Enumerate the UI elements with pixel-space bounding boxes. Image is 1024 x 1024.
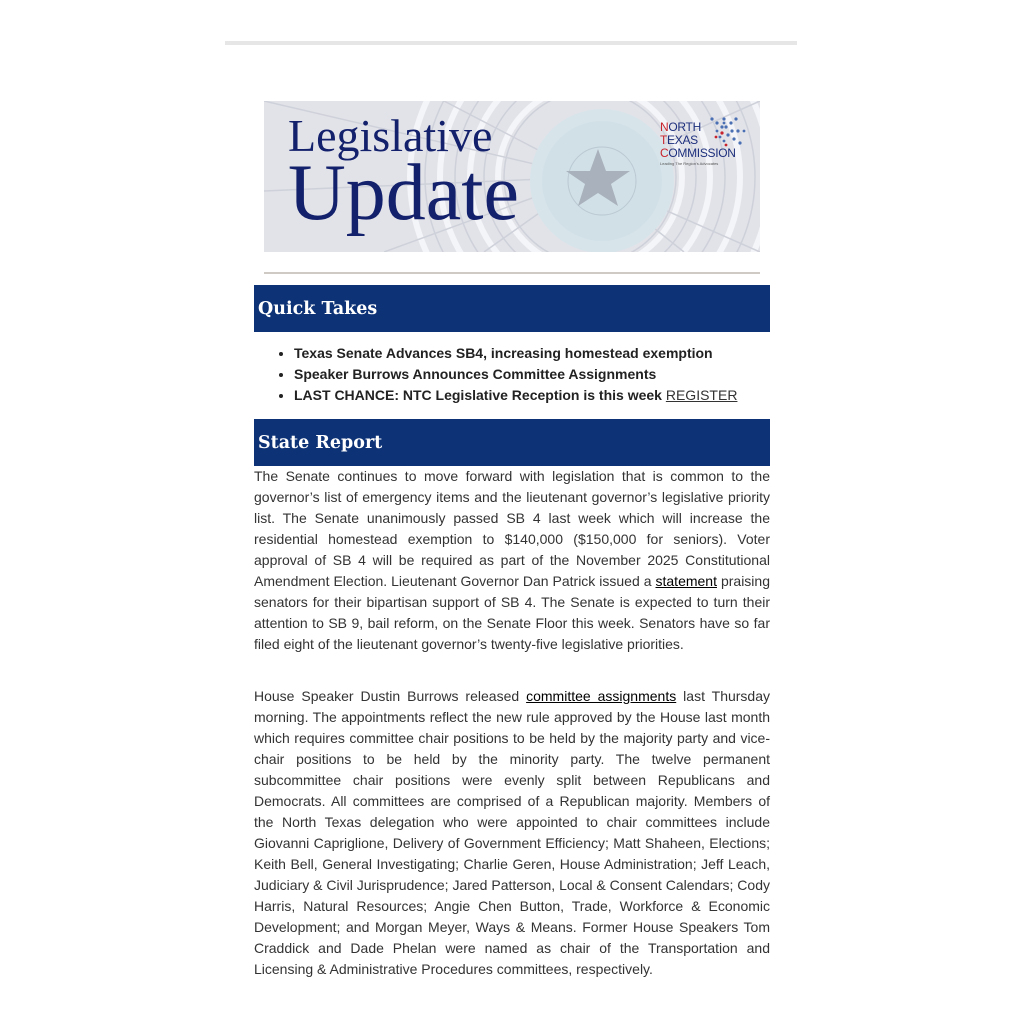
logo-line-north: NORTH [660, 120, 701, 134]
logo-line-commission: COMMISSION [660, 146, 736, 160]
top-divider [225, 41, 797, 45]
state-report-paragraph-senate: The Senate continues to move forward with legislation that is common to the governor’s list of emergency items and the lieutenant governor’s legislative priority list. The Senate unanimously passed SB 4 last week which will increase the residential homestead exemption to $140,000 ($150,000 for seniors). Voter approval of SB 4 will be required as part of the November 2025 Constitutional Amendment Election. Lieutenant Governor Dan Patrick issued a statement praising senators for their bipartisan support of SB 4. The Senate is expected to turn their attention to SB 9, bail reform, on the Senate Floor this week. Senators have so far filed eight of the lieutenant governor’s twenty-five legislative priorities. [254, 468, 770, 652]
logo-line-texas: TEXAS [660, 133, 698, 147]
banner-title-line2: Update [288, 149, 520, 237]
banner-title-line1: Legislative [288, 110, 493, 161]
statement-link[interactable]: statement [655, 573, 717, 589]
quick-takes-header [254, 285, 770, 332]
state-report-paragraph-house: House Speaker Dustin Burrows released committee assignments last Thursday morning. The appointments reflect the new rule approved by the House last month which requires committee chair positions to be held by the majority party and vice-chair positions to be held by the minority party. The twelve permanent subcommittee chair positions were evenly split between Republicans and Democrats. All committees are comprised of a Republican majority. Members of the North Texas delegation who were appointed to chair committees include Giovanni Capriglione, Delivery of Government Efficiency; Matt Shaheen, Elections; Keith Bell, General Investigating; Charlie Geren, House Administration; Jeff Leach, Judiciary & Civil Jurisprudence; Jared Patterson, Local & Consent Calendars; Cody Harris, Natural Resources; Angie Chen Button, Trade, Workforce & Economic Development; and Morgan Meyer, Ways & Means. Former House Speakers Tom Craddick and Dade Phelan were named as chair of the Transportation and Licensing & Administrative Procedures committees, respectively. [254, 688, 771, 977]
north-texas-commission-logo [660, 115, 752, 173]
list-item: • Speaker Burrows Announces Committee Assignments [294, 364, 770, 385]
register-link[interactable]: REGISTER [665, 387, 738, 403]
legislative-update-banner [264, 101, 760, 252]
list-item: • Texas Senate Advances SB4, increasing homestead exemption [294, 343, 770, 364]
banner-divider [264, 272, 760, 274]
quick-takes-heading: Quick Takes [258, 299, 378, 319]
logo-star-dots-icon [706, 115, 746, 149]
list-item: • LAST CHANCE: NTC Legislative Reception is this week REGISTER [294, 385, 770, 406]
quick-takes-list [254, 343, 770, 406]
state-report-header [254, 419, 770, 466]
state-report-heading: State Report [258, 433, 383, 453]
committee-assignments-link[interactable]: committee assignments [526, 688, 677, 704]
logo-tagline: Leading The Region's Advocates [660, 161, 719, 166]
